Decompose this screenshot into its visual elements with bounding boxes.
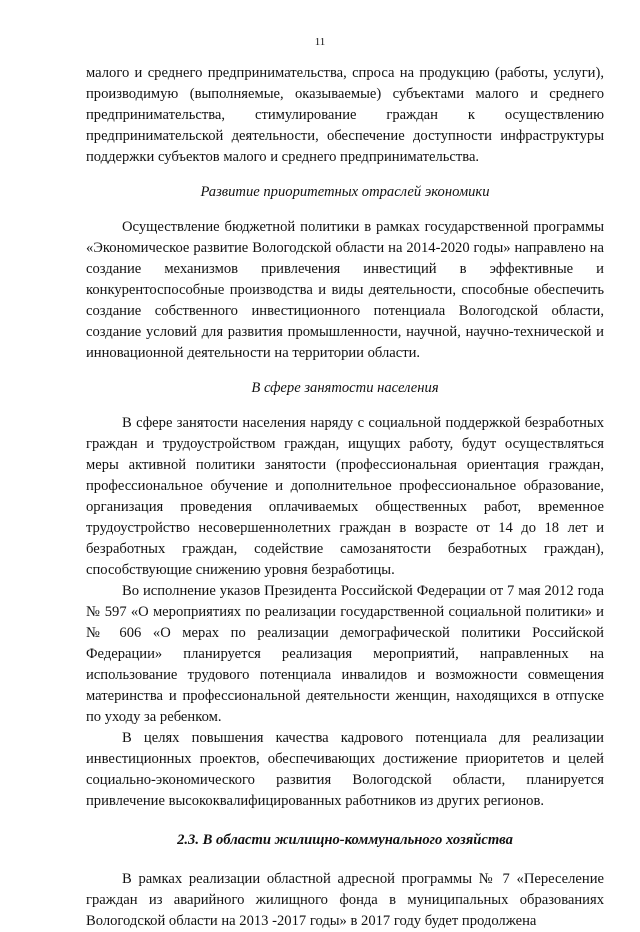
subheading-employment: В сфере занятости населения	[251, 380, 439, 396]
paragraph-qualified-workers: В целях повышения качества кадрового потенциала для реализации инвестиционных проектов, обеспечивающих достижение приоритетов и целей социально-экономического развития Вологодской области, планируется привлечение высококвалифицированных работников из других регионов.	[86, 730, 604, 809]
document-body	[86, 63, 604, 932]
paragraph-presidential-decrees: Во исполнение указов Президента Российской Федерации от 7 мая 2012 года № 597 «О мероприятиях по реализации государственной социальной политики» и № 606 «О мерах по реализации демографической политики Российской Федерации» планируется реализация мероприятий, направленных на использование трудового потенциала инвалидов и возможности совмещения материнства и профессиональной деятельности женщин, находящихся в отпуске по уходу за ребенком.	[86, 583, 604, 725]
paragraph-small-business: малого и среднего предпринимательства, спроса на продукцию (работы, услуги), производимую (выполняемые, оказываемые) субъектами малого и среднего предпринимательства, стимулирование граждан к осуществлению предпринимательской деятельности, обеспечение доступности инфраструктуры поддержки субъектов малого и среднего предпринимательства.	[86, 65, 604, 165]
page-number: 11	[314, 36, 326, 48]
paragraph-budget-policy: Осуществление бюджетной политики в рамках государственной программы «Экономическое развитие Вологодской области на 2014-2020 годы» направлено на создание механизмов привлечения инвестиций в эффективные и конкурентоспособные производства и виды деятельности, способные обеспечить создание собственного инвестиционного потенциала Вологодской области, создание условий для развития промышленности, научной, научно-технической и инновационной деятельности на территории области.	[86, 219, 604, 361]
paragraph-resettlement-program: В рамках реализации областной адресной программы № 7 «Переселение граждан из аварийного жилищного фонда в муниципальных образованиях Вологодской области на 2013 -2017 годы» в 2017 году будет продолжена	[86, 871, 604, 929]
subheading-priority-sectors: Развитие приоритетных отраслей экономики	[200, 184, 490, 200]
paragraph-employment-measures: В сфере занятости населения наряду с социальной поддержкой безработных граждан и трудоустройством граждан, ищущих работу, будут осуществляться меры активной политики занятости (профессиональная ориентация граждан, профессиональное обучение и дополнительное профессиональное образование, организация проведения оплачиваемых общественных работ, временное трудоустройство несовершеннолетних граждан в возрасте от 14 до 18 лет и безработных граждан, содействие самозанятости безработных граждан), способствующие снижению уровня безработицы.	[86, 415, 604, 578]
section-heading-housing: 2.3. В области жилищно-коммунального хозяйства	[177, 832, 513, 848]
